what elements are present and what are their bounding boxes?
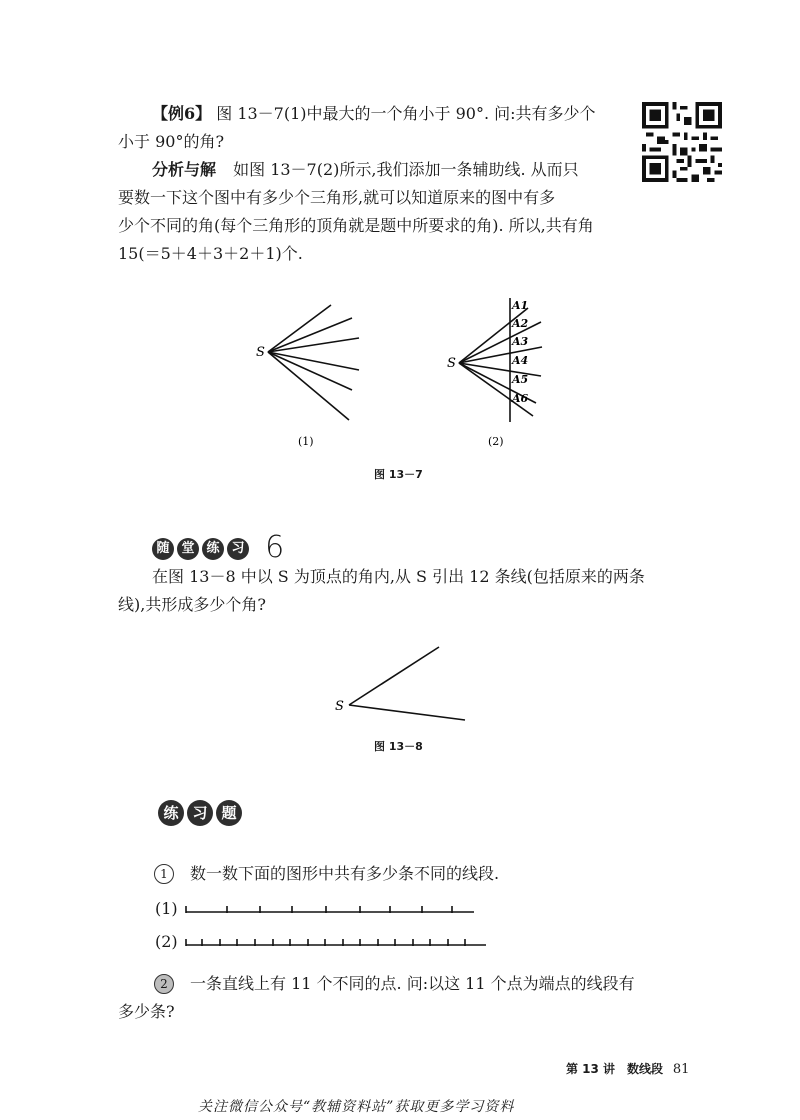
fig1-vertex-label: S — [256, 345, 265, 360]
chapter-label: 第 13 讲 数线段 — [566, 1062, 664, 1076]
watermark-text: 关注微信公众号“教辅资料站”获取更多学习资料 — [198, 1099, 515, 1115]
fig2-ray-6 — [459, 363, 533, 416]
figure-13-7 — [0, 290, 800, 490]
q2-number: 2 — [154, 974, 174, 994]
example-line-1 — [152, 100, 596, 128]
practice-badge-2: 堂 — [177, 538, 199, 560]
fig1-ray-5 — [268, 352, 352, 390]
fig1-rays — [268, 305, 359, 420]
segment-figure-2 — [180, 931, 500, 955]
fig13-8-vertex-label: S — [335, 699, 344, 714]
analysis-text-1: 如图 13－7(2)所示,我们添加一条辅助线. 从而只 — [233, 160, 579, 179]
example-text-1: 图 13－7(1)中最大的一个角小于 90°. 问:共有多少个 — [216, 104, 596, 123]
example-line-2: 小于 90°的角? — [118, 132, 225, 151]
q1-line — [154, 860, 499, 888]
fig2-ray-3 — [459, 347, 542, 363]
q2-text-1: 一条直线上有 11 个不同的点. 问:以这 11 个点为端点的线段有 — [190, 974, 635, 993]
exercise-badge-2: 习 — [187, 800, 213, 826]
point-A2: A2 — [512, 317, 529, 330]
practice-number: 6 — [265, 530, 285, 565]
figure-13-7-caption: 图 13－7 — [374, 468, 423, 481]
fig13-8-ray-upper — [349, 647, 439, 705]
practice-header — [152, 530, 284, 565]
fig1-ray-6 — [268, 352, 349, 420]
q1-sub1-label: (1) — [155, 899, 178, 918]
point-A1: A1 — [512, 299, 529, 312]
segment-figure-1 — [180, 898, 490, 922]
q1-number: 1 — [154, 864, 174, 884]
q1-sub2-label: (2) — [155, 932, 178, 951]
exercise-badge-1: 练 — [158, 800, 184, 826]
practice-badge-3: 练 — [202, 538, 224, 560]
example-tag: 【例6】 — [152, 104, 212, 123]
analysis-label: 分析与解 — [152, 160, 217, 179]
q1-text: 数一数下面的图形中共有多少条不同的线段. — [190, 864, 500, 883]
fig1-ray-2 — [268, 318, 352, 352]
fig2-ray-2 — [459, 322, 541, 363]
practice-badge-4: 习 — [227, 538, 249, 560]
fig1-ray-3 — [268, 338, 359, 352]
page-footer — [566, 1060, 689, 1077]
q2-line-2: 多少条? — [118, 1002, 175, 1021]
fig13-8-ray-lower — [349, 705, 465, 720]
figure-13-8-caption: 图 13－8 — [374, 740, 423, 753]
analysis-line-2: 要数一下这个图中有多少个三角形,就可以知道原来的图中有多 — [118, 188, 556, 207]
fig1-ray-1 — [268, 305, 331, 352]
qr-code-icon — [642, 102, 722, 182]
exercises-header — [158, 800, 245, 826]
fig2-vertex-label: S — [447, 356, 456, 371]
point-A6: A6 — [512, 392, 529, 405]
point-A5: A5 — [512, 373, 529, 386]
page-number: 81 — [672, 1062, 690, 1077]
practice-badge-1: 随 — [152, 538, 174, 560]
practice-line-2: 线),共形成多少个角? — [118, 595, 266, 614]
point-A3: A3 — [512, 335, 529, 348]
practice-line-1: 在图 13－8 中以 S 为顶点的角内,从 S 引出 12 条线(包括原来的两条 — [152, 567, 645, 586]
exercise-badge-3: 题 — [216, 800, 242, 826]
fig1-caption: (1) — [298, 435, 314, 448]
analysis-line-1 — [152, 156, 579, 184]
fig2-caption: (2) — [488, 435, 504, 448]
fig2-rays — [459, 298, 542, 422]
fig1-ray-4 — [268, 352, 359, 370]
analysis-line-4: 15(＝5＋4＋3＋2＋1)个. — [118, 244, 303, 263]
figure-13-8 — [0, 635, 800, 735]
q2-line-1 — [154, 970, 635, 998]
point-A4: A4 — [512, 354, 529, 367]
analysis-line-3: 少个不同的角(每个三角形的顶角就是题中所要求的角). 所以,共有角 — [118, 216, 594, 235]
